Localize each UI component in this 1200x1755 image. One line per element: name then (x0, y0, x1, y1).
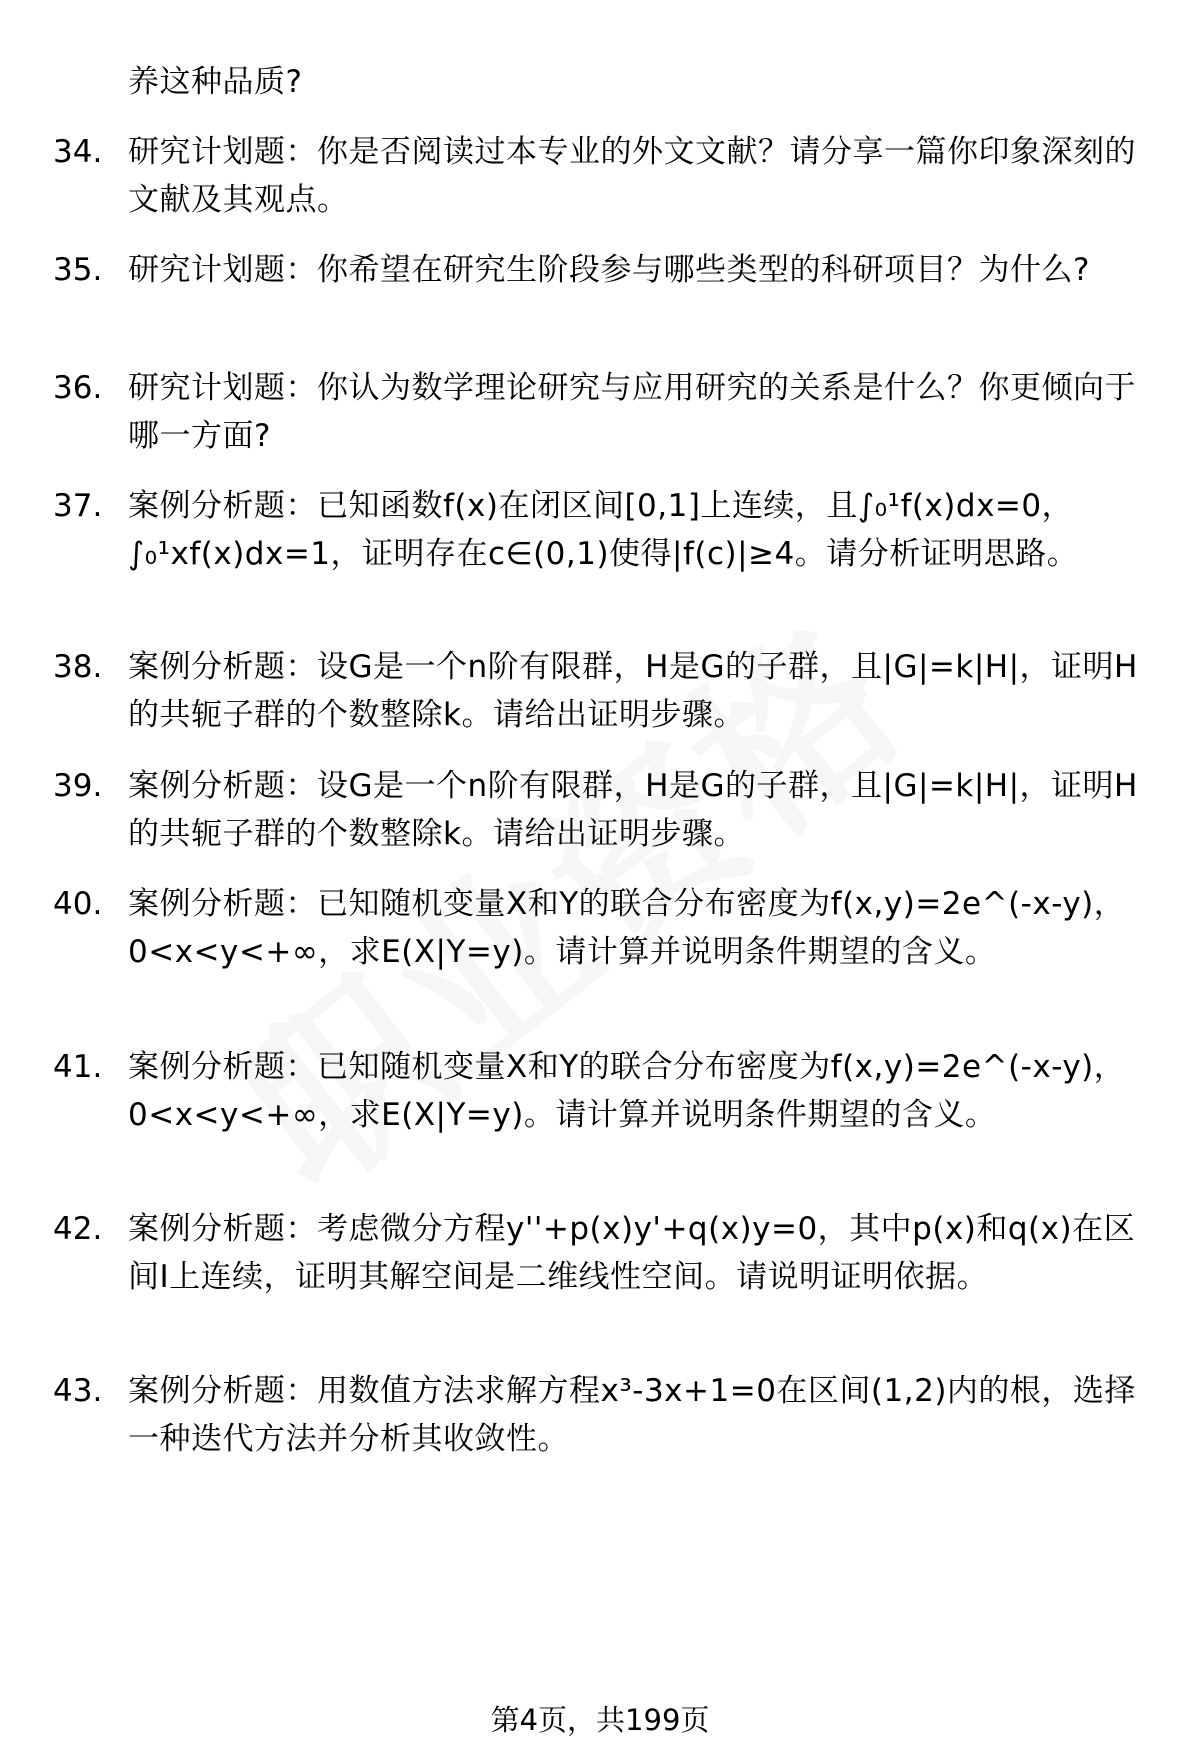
question-number: 41. (53, 1049, 103, 1085)
question-text: 研究计划题：你是否阅读过本专业的外文文献？请分享一篇你印象深刻的文献及其观点。 (128, 134, 1136, 218)
question-number: 36. (53, 370, 103, 406)
page-footer: 第4页，共199页 (490, 1703, 710, 1737)
question-number: 34. (53, 134, 103, 170)
question-text: 案例分析题：已知随机变量X和Y的联合分布密度为f(x,y)=2e^(-x-y)，0<x<y<+∞，求E(X|Y=y)。请计算并说明条件期望的含义。 (128, 1049, 1126, 1133)
question-text: 案例分析题：设G是一个n阶有限群，H是G的子群，且|G|=k|H|，证明H的共轭子群的个数整除k。请给出证明步骤。 (128, 649, 1138, 733)
question-number: 37. (53, 488, 103, 524)
question-number: 38. (53, 649, 103, 685)
question-text: 案例分析题：已知随机变量X和Y的联合分布密度为f(x,y)=2e^(-x-y)，0<x<y<+∞，求E(X|Y=y)。请计算并说明条件期望的含义。 (128, 886, 1126, 970)
question-text: 养这种品质? (128, 64, 303, 100)
question-number: 35. (53, 252, 103, 288)
question-text: 研究计划题：你认为数学理论研究与应用研究的关系是什么？你更倾向于哪一方面? (128, 370, 1136, 454)
question-text: 案例分析题：考虑微分方程y''+p(x)y'+q(x)y=0，其中p(x)和q(x)在区间I上连续，证明其解空间是二维线性空间。请说明证明依据。 (128, 1211, 1136, 1295)
question-text: 案例分析题：设G是一个n阶有限群，H是G的子群，且|G|=k|H|，证明H的共轭子群的个数整除k。请给出证明步骤。 (128, 768, 1138, 852)
question-number: 43. (53, 1373, 103, 1409)
question-text: 研究计划题：你希望在研究生阶段参与哪些类型的科研项目？为什么? (128, 252, 1090, 288)
question-number: 39. (53, 768, 103, 804)
question-text: 案例分析题：已知函数f(x)在闭区间[0,1]上连续，且∫₀¹f(x)dx=0，∫₀¹xf(x)dx=1，证明存在c∈(0,1)使得|f(c)|≥4。请分析证明思路。 (128, 488, 1079, 572)
question-number: 42. (53, 1211, 103, 1247)
question-number: 40. (53, 886, 103, 922)
question-text: 案例分析题：用数值方法求解方程x³-3x+1=0在区间(1,2)内的根，选择一种迭代方法并分析其收敛性。 (128, 1373, 1136, 1457)
